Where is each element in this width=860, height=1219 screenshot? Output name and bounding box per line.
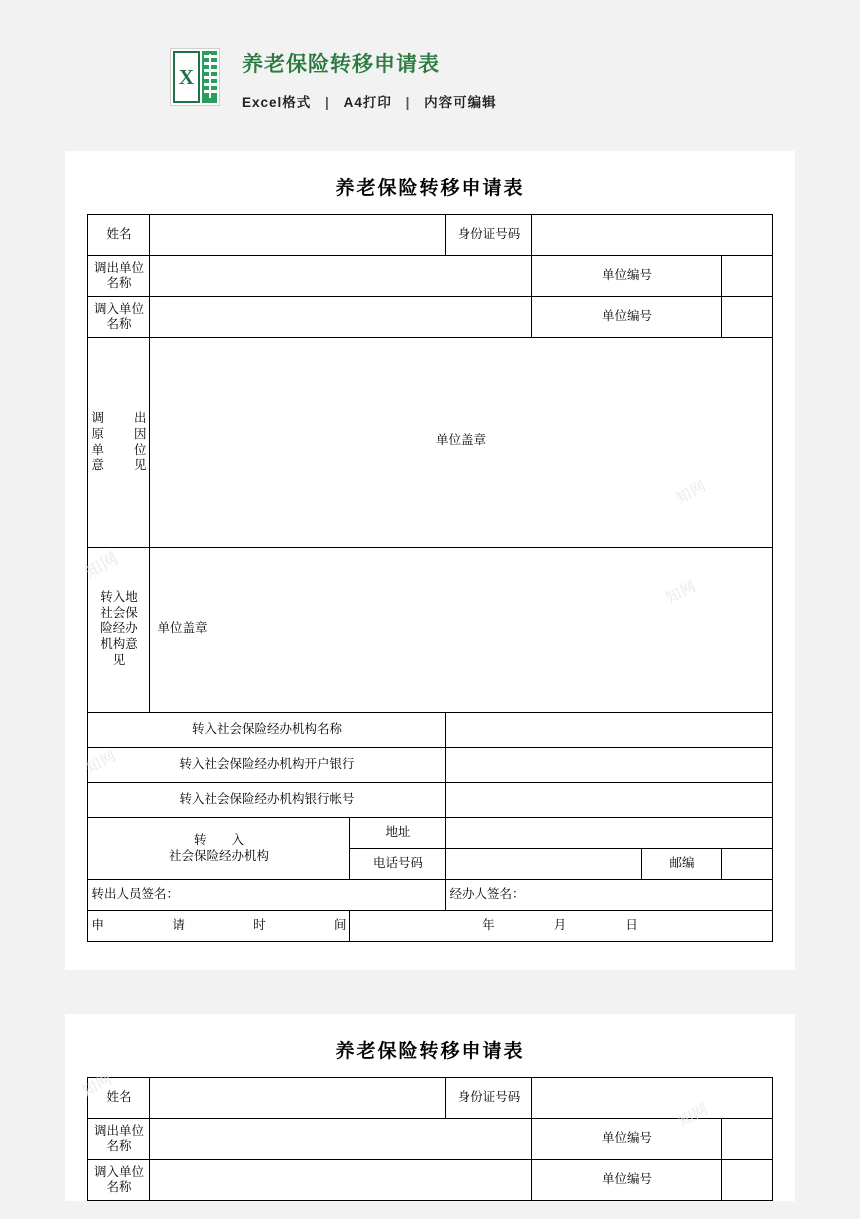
label-transfer-in-agency-line-1: 转 入 — [193, 833, 244, 848]
field-agency-name[interactable] — [446, 713, 772, 748]
label-unit-code-in: 单位编号 — [532, 297, 722, 338]
label-transfer-in-unit: 调入单位名称 — [88, 297, 150, 338]
header-text-block — [242, 48, 497, 111]
table-row — [88, 548, 772, 713]
label-agency-account: 转入社会保险经办机构银行帐号 — [88, 783, 446, 818]
pension-transfer-form — [87, 1077, 772, 1201]
form-preview-page-1 — [65, 151, 795, 970]
label-receiving-line-2: 社会保 — [100, 605, 138, 620]
field-postcode[interactable] — [722, 849, 772, 880]
label-name: 姓名 — [88, 215, 150, 256]
label-id-number: 身份证号码 — [446, 215, 532, 256]
field-name[interactable] — [150, 215, 446, 256]
excel-icon-grid — [202, 51, 217, 103]
table-row — [88, 880, 772, 911]
field-transfer-in-unit-code[interactable] — [722, 297, 772, 338]
field-transfer-in-unit[interactable] — [150, 1160, 532, 1201]
field-name[interactable] — [150, 1078, 446, 1119]
field-id-number[interactable] — [532, 1078, 772, 1119]
watermark: 知网 — [79, 1071, 116, 1101]
date-day: 日 — [625, 918, 640, 933]
table-row — [88, 256, 772, 297]
field-transfer-in-unit-code[interactable] — [722, 1160, 772, 1201]
label-transfer-in-unit: 调入单位名称 — [88, 1160, 150, 1201]
label-id-number: 身份证号码 — [446, 1078, 532, 1119]
table-row — [88, 1119, 772, 1160]
field-address[interactable] — [446, 818, 772, 849]
label-postcode: 邮编 — [642, 849, 722, 880]
field-transfer-out-unit[interactable] — [150, 1119, 532, 1160]
label-unit-code-in: 单位编号 — [532, 1160, 722, 1201]
label-receiving-line-1: 转入地 — [100, 590, 138, 605]
label-agency-name: 转入社会保险经办机构名称 — [88, 713, 446, 748]
label-transfer-in-agency-line-2: 社会保险经办机构 — [168, 848, 269, 863]
field-receiving-agency-opinion[interactable] — [150, 548, 772, 713]
label-address: 地址 — [350, 818, 446, 849]
label-receiving-agency-opinion — [88, 548, 150, 713]
field-transfer-out-unit[interactable] — [150, 256, 532, 297]
watermark: 知网 — [81, 548, 123, 583]
meta-format: Excel格式 — [242, 95, 312, 111]
field-agency-bank[interactable] — [446, 748, 772, 783]
table-row — [88, 818, 772, 849]
meta-editable: 内容可编辑 — [424, 95, 497, 111]
label-apply-time-text: 申请时间 — [91, 918, 347, 933]
field-transfer-in-unit[interactable] — [150, 297, 532, 338]
field-agency-account[interactable] — [446, 783, 772, 818]
unit-seal-note-1: 单位盖章 — [435, 433, 486, 448]
label-apply-time — [88, 911, 350, 942]
table-row — [88, 911, 772, 942]
meta-print: A4打印 — [343, 95, 392, 111]
label-reason-opinion — [88, 338, 150, 548]
label-reason-line-1: 调 出 — [91, 411, 147, 426]
field-transfer-out-unit-code[interactable] — [722, 1119, 772, 1160]
field-transfer-out-unit-code[interactable] — [722, 256, 772, 297]
watermark: 知网 — [663, 578, 700, 608]
form-title: 养老保险转移申请表 — [335, 1041, 525, 1063]
label-reason-line-4: 意 见 — [91, 458, 147, 473]
label-transfer-out-signature[interactable]: 转出人员签名： — [88, 880, 446, 911]
form-title: 养老保险转移申请表 — [335, 178, 525, 200]
table-row — [88, 783, 772, 818]
document-meta — [242, 91, 497, 111]
label-transfer-in-agency — [88, 818, 350, 880]
label-transfer-out-unit: 调出单位名称 — [88, 256, 150, 297]
label-agency-bank: 转入社会保险经办机构开户银行 — [88, 748, 446, 783]
table-row — [88, 297, 772, 338]
field-phone[interactable] — [446, 849, 642, 880]
meta-separator-2: | — [405, 95, 411, 111]
label-handler-signature[interactable]: 经办人签名： — [446, 880, 772, 911]
label-unit-code-out: 单位编号 — [532, 1119, 722, 1160]
label-reason-line-2: 原 因 — [91, 427, 147, 442]
label-receiving-line-4: 机构意 — [100, 637, 138, 651]
unit-seal-note-2: 单位盖章 — [157, 621, 208, 636]
table-row — [88, 215, 772, 256]
excel-icon-letter: X — [173, 51, 200, 103]
excel-file-icon — [170, 48, 220, 106]
date-month: 月 — [553, 918, 569, 933]
label-name: 姓名 — [88, 1078, 150, 1119]
label-receiving-line-3: 险经办 — [100, 621, 138, 636]
pension-transfer-form — [87, 214, 772, 942]
form-preview-page-2 — [65, 1014, 795, 1201]
page-title: 养老保险转移申请表 — [242, 53, 440, 76]
label-receiving-line-5: 见 — [112, 652, 126, 667]
label-transfer-out-unit: 调出单位名称 — [88, 1119, 150, 1160]
date-year: 年 — [482, 918, 497, 933]
document-header — [0, 0, 860, 111]
table-row — [88, 1078, 772, 1119]
label-reason-line-3: 单 位 — [91, 442, 147, 457]
label-unit-code-out: 单位编号 — [532, 256, 722, 297]
table-row — [88, 1160, 772, 1201]
table-row — [88, 748, 772, 783]
field-apply-date[interactable] — [350, 911, 772, 942]
table-row — [88, 338, 772, 548]
meta-separator-1: | — [325, 95, 330, 111]
watermark: 知网 — [675, 1101, 712, 1131]
table-row — [88, 713, 772, 748]
watermark: 知网 — [83, 748, 120, 778]
watermark: 知网 — [673, 478, 710, 508]
field-reason-opinion[interactable] — [150, 338, 772, 548]
field-id-number[interactable] — [532, 215, 772, 256]
label-phone: 电话号码 — [350, 849, 446, 880]
